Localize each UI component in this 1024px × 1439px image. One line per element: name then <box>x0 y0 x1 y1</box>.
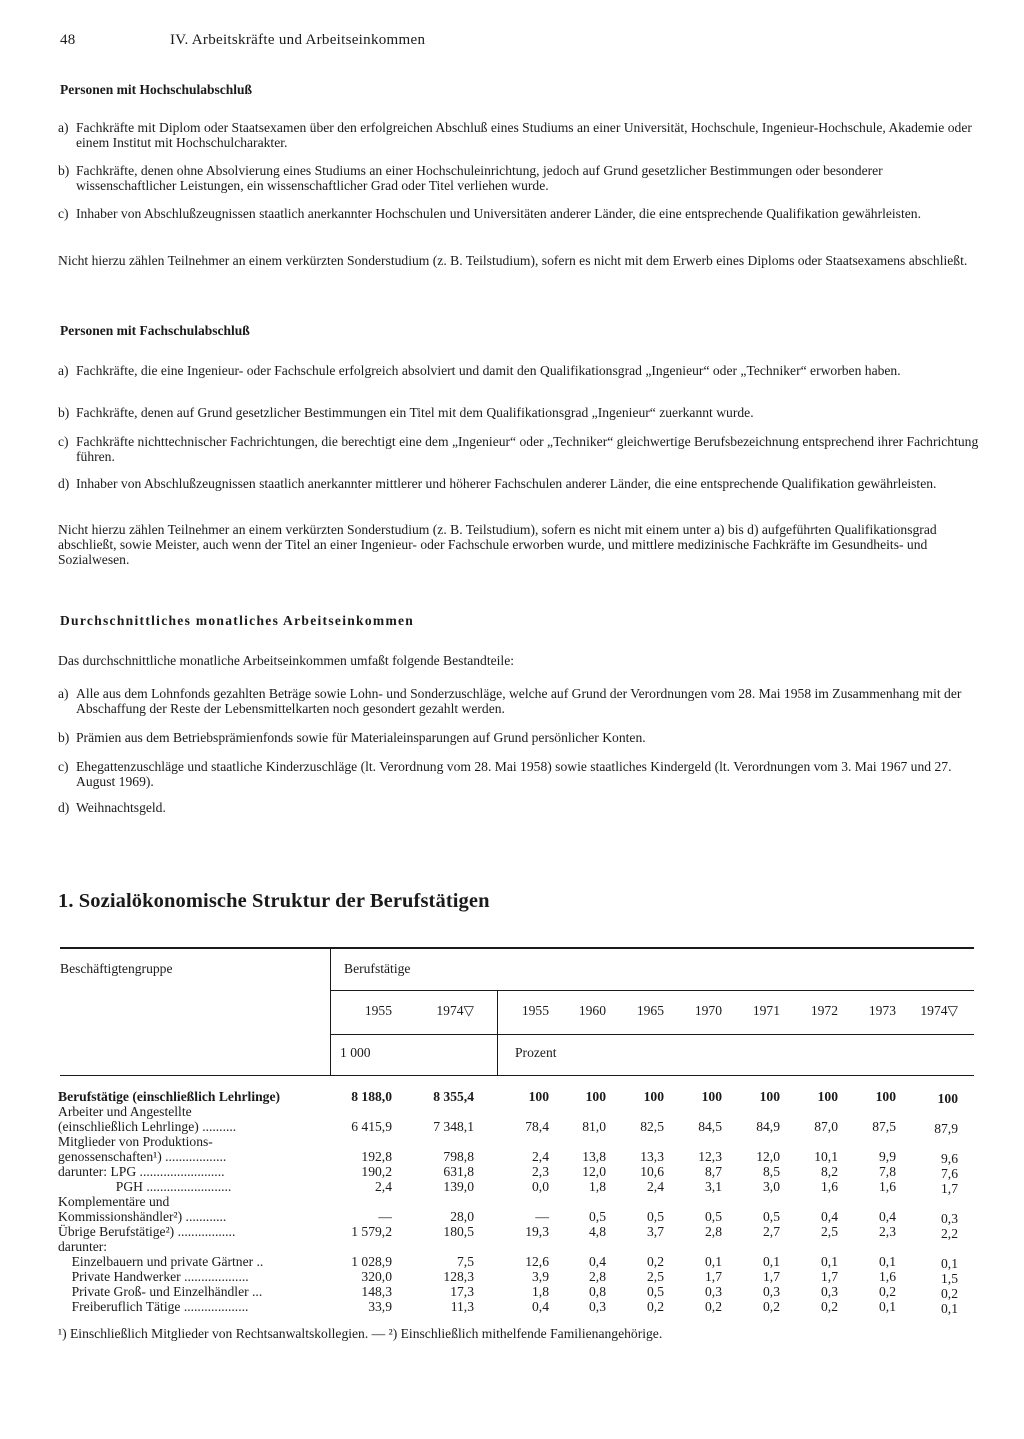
table-cell: 9,9 <box>879 1149 896 1164</box>
item-label: c) <box>58 206 69 221</box>
table-cell: 8 355,4 <box>433 1089 474 1104</box>
item-label: a) <box>58 363 69 378</box>
hochschule-item-c <box>58 206 983 221</box>
item-text: Fachkräfte, die eine Ingenieur- oder Fachschule erfolgreich absolviert und damit den Qualifikationsgrad „Ingenieur“ oder „Techniker“ erworben haben. <box>76 363 901 378</box>
table-cell: 0,8 <box>589 1284 606 1299</box>
item-text: Inhaber von Abschlußzeugnissen staatlich anerkannter mittlerer und höherer Fachschulen anderer Länder, die eine entsprechende Qualifikation gewährleisten. <box>76 476 937 491</box>
einkommen-intro: Das durchschnittliche monatliche Arbeitseinkommen umfaßt folgende Bestandteile: <box>58 653 515 668</box>
table-cell: 0,2 <box>763 1299 780 1314</box>
table-cell: 84,9 <box>756 1119 780 1134</box>
table-cell: 0,4 <box>821 1209 838 1224</box>
item-text: Inhaber von Abschlußzeugnissen staatlich anerkannter Hochschulen und Universitäten anderer Länder, die eine entsprechende Qualifikation gewährleisten. <box>76 206 921 221</box>
table-cell: 0,1 <box>941 1301 958 1316</box>
year-header-cell: 1965 <box>636 1003 664 1018</box>
heading-fachschulabschluss: Personen mit Fachschulabschluß <box>60 323 250 338</box>
table-cell: 0,4 <box>879 1209 896 1224</box>
table-cell: 192,8 <box>361 1149 392 1164</box>
item-text: Ehegattenzuschläge und staatliche Kinderzuschläge (lt. Verordnung vom 28. Mai 1958) sowie staatliches Kindergeld (lt. Verordnungen vom 3. Mai 1967 und 27. August 1969). <box>76 759 952 789</box>
table-cell: 100 <box>817 1089 838 1104</box>
table-cell: 0,2 <box>941 1286 958 1301</box>
table-cell: 2,3 <box>879 1224 896 1239</box>
table-cell: 2,8 <box>589 1269 606 1284</box>
table-cell: 0,3 <box>589 1299 606 1314</box>
table-row-label <box>58 1269 326 1284</box>
fachschule-item-a <box>58 363 983 378</box>
row-label-line: Komplementäre und <box>58 1194 170 1209</box>
table-cell: 180,5 <box>443 1224 474 1239</box>
table-cell: 13,8 <box>582 1149 606 1164</box>
table-cell: 2,8 <box>705 1224 722 1239</box>
table-cell: 12,0 <box>582 1164 606 1179</box>
table-cell: 12,6 <box>525 1254 549 1269</box>
row-label-line: Berufstätige (einschließlich Lehrlinge) <box>58 1089 281 1104</box>
table-cell: 1,8 <box>532 1284 549 1299</box>
table-cell: 17,3 <box>450 1284 474 1299</box>
chapter-title: IV. Arbeitskräfte und Arbeitseinkommen <box>170 32 426 48</box>
hochschule-item-a <box>58 120 983 150</box>
table-cell: 0,2 <box>647 1299 664 1314</box>
row-label-line: (einschließlich Lehrlinge) .......... <box>58 1119 237 1134</box>
row-label-line: darunter: <box>58 1239 108 1254</box>
table-cell: 87,9 <box>934 1121 958 1136</box>
table-cell: 10,1 <box>814 1149 838 1164</box>
table-cell: 320,0 <box>361 1269 392 1284</box>
item-label: b) <box>58 730 70 745</box>
table-row-label <box>58 1134 326 1164</box>
table-cell: 7,5 <box>457 1254 474 1269</box>
item-text: Prämien aus dem Betriebsprämienfonds sowie für Materialeinsparungen auf Grund persönlicher Konten. <box>76 730 646 745</box>
table-cell: 0,5 <box>705 1209 722 1224</box>
table-cell: 190,2 <box>361 1164 392 1179</box>
table-cell: — <box>535 1209 549 1224</box>
item-text: Weihnachtsgeld. <box>76 800 166 815</box>
row-label-line: Einzelbauern und private Gärtner .. <box>58 1254 264 1269</box>
year-header-cell: 1955 <box>364 1003 392 1018</box>
table-cell: 2,4 <box>647 1179 664 1194</box>
table-row-label <box>58 1179 326 1194</box>
table-cell: 1 028,9 <box>351 1254 392 1269</box>
table-cell: 0,0 <box>532 1179 549 1194</box>
year-header-cell: 1970 <box>694 1003 722 1018</box>
table-cell: 100 <box>585 1089 606 1104</box>
table-cell: 128,3 <box>443 1269 474 1284</box>
table-cell: 13,3 <box>640 1149 664 1164</box>
table-cell: 2,7 <box>763 1224 780 1239</box>
table-cell: 0,5 <box>647 1209 664 1224</box>
table-cell: 139,0 <box>443 1179 474 1194</box>
table-row-label <box>58 1089 326 1104</box>
heading-hochschulabschluss: Personen mit Hochschulabschluß <box>60 82 253 97</box>
table-cell: 82,5 <box>640 1119 664 1134</box>
row-label-line: darunter: LPG ......................... <box>58 1164 225 1179</box>
table-cell: 1,7 <box>821 1269 838 1284</box>
table-cell: 148,3 <box>361 1284 392 1299</box>
table-row-label <box>58 1239 326 1254</box>
table-cell: 84,5 <box>698 1119 722 1134</box>
table-cell: 7 348,1 <box>433 1119 474 1134</box>
table-cell: 0,2 <box>879 1284 896 1299</box>
table-row-label <box>58 1224 326 1239</box>
year-header-cell: 1972 <box>810 1003 838 1018</box>
year-header-cell: 1974▽ <box>436 1003 474 1018</box>
table-cell: 0,3 <box>763 1284 780 1299</box>
table-cell: 100 <box>701 1089 722 1104</box>
table-cell: 0,5 <box>763 1209 780 1224</box>
table-cell: 4,8 <box>589 1224 606 1239</box>
fachschule-note: Nicht hierzu zählen Teilnehmer an einem verkürzten Sonderstudium (z. B. Teilstudium), sofern es nicht mit einem unter a) bis d) aufgeführten Qualifikationsgrad abschließt, sowie Meister, auch wenn der Titel an einer Ingenieur- oder Fachschule erworben wurde, und mittlere medizinische Fachkräfte im Gesundheits- und Sozialwesen. <box>58 522 937 567</box>
item-text: Alle aus dem Lohnfonds gezahlten Beträge sowie Lohn- und Sonderzuschläge, welche auf Grund der Verordnungen vom 28. Mai 1958 im Zusammenhang mit der Abschaffung der Reste der Lebensmittelkarten noch gesondert gezahlt werden. <box>76 686 962 716</box>
item-text: Fachkräfte nichttechnischer Fachrichtungen, die berechtigt eine dem „Ingenieur“ oder „Techniker“ gleichwertige Berufsbezeichnung entsprechend ihrer Fachrichtung führen. <box>76 434 979 464</box>
year-header-cell: 1973 <box>868 1003 896 1018</box>
table-cell: 0,1 <box>763 1254 780 1269</box>
table-cell: 2,3 <box>532 1164 549 1179</box>
einkommen-item-a <box>58 686 983 716</box>
table-cell: 1 579,2 <box>351 1224 392 1239</box>
unit-absolute: 1 000 <box>340 1045 371 1060</box>
item-label: b) <box>58 405 70 420</box>
item-text: Fachkräfte, denen auf Grund gesetzlicher Bestimmungen ein Titel mit dem Qualifikationsgrad „Ingenieur“ zuerkannt wurde. <box>76 405 754 420</box>
table-cell: 631,8 <box>443 1164 474 1179</box>
table-cell: 7,6 <box>941 1166 958 1181</box>
table-cell: 2,5 <box>647 1269 664 1284</box>
header-rule-1 <box>330 990 974 991</box>
unit-percent: Prozent <box>515 1045 557 1060</box>
table-cell: 28,0 <box>450 1209 474 1224</box>
table-row-label <box>58 1299 326 1314</box>
table-cell: 19,3 <box>525 1224 549 1239</box>
hochschule-item-b <box>58 163 983 193</box>
hochschule-note: Nicht hierzu zählen Teilnehmer an einem verkürzten Sonderstudium (z. B. Teilstudium), sofern es nicht mit dem Erwerb eines Diploms oder Staatsexamens abschließt. <box>58 253 968 268</box>
item-label: b) <box>58 163 70 178</box>
table-cell: 78,4 <box>525 1119 549 1134</box>
table-cell: 0,2 <box>705 1299 722 1314</box>
table-cell: 2,2 <box>941 1226 958 1241</box>
table-cell: 9,6 <box>941 1151 958 1166</box>
table-cell: 0,3 <box>705 1284 722 1299</box>
table-cell: 12,3 <box>698 1149 722 1164</box>
fachschule-item-d <box>58 476 983 491</box>
table-cell: 6 415,9 <box>351 1119 392 1134</box>
table-cell: 0,1 <box>879 1299 896 1314</box>
table-cell: 0,3 <box>941 1211 958 1226</box>
fachschule-item-b <box>58 405 983 420</box>
row-label-line: Übrige Berufstätige²) ................. <box>58 1224 236 1239</box>
table-top-rule <box>60 947 974 949</box>
table-cell: 1,8 <box>589 1179 606 1194</box>
table-row-label <box>58 1164 326 1179</box>
page-number: 48 <box>60 32 76 48</box>
table-cell: 3,0 <box>763 1179 780 1194</box>
table-cell: 10,6 <box>640 1164 664 1179</box>
item-label: c) <box>58 434 69 449</box>
row-label-line: Freiberuflich Tätige ................... <box>58 1299 249 1314</box>
table-row-label <box>58 1284 326 1299</box>
row-label-line: Private Groß- und Einzelhändler ... <box>58 1284 263 1299</box>
table-row-label <box>58 1254 326 1269</box>
table-cell: 3,1 <box>705 1179 722 1194</box>
table-cell: 1,5 <box>941 1271 958 1286</box>
table-cell: 1,6 <box>879 1179 896 1194</box>
table-footnote: ¹) Einschließlich Mitglieder von Rechtsanwaltskollegien. — ²) Einschließlich mithelfende Familienangehörige. <box>58 1326 663 1341</box>
table-cell: 0,1 <box>705 1254 722 1269</box>
table-row-label <box>58 1194 326 1224</box>
table-cell: 100 <box>643 1089 664 1104</box>
row-label-line: PGH ......................... <box>58 1179 232 1194</box>
table-cell: 0,4 <box>532 1299 549 1314</box>
einkommen-item-d <box>58 800 983 815</box>
table-cell: 100 <box>528 1089 549 1104</box>
row-label-line: Kommissionshändler²) ............ <box>58 1209 227 1224</box>
table-cell: 0,2 <box>647 1254 664 1269</box>
page-header <box>60 32 425 49</box>
item-label: a) <box>58 686 69 701</box>
table-title: 1. Sozialökonomische Struktur der Berufstätigen <box>58 890 490 912</box>
table-cell: 87,5 <box>872 1119 896 1134</box>
item-label: d) <box>58 800 70 815</box>
year-header-cell: 1955 <box>521 1003 549 1018</box>
table-cell: 1,7 <box>763 1269 780 1284</box>
row-label-line: Arbeiter und Angestellte <box>58 1104 192 1119</box>
year-header-cell: 1971 <box>752 1003 780 1018</box>
column-group-label: Beschäftigtengruppe <box>60 961 173 976</box>
table-cell: 0,3 <box>821 1284 838 1299</box>
table-cell: 2,4 <box>532 1149 549 1164</box>
table-cell: 1,7 <box>941 1181 958 1196</box>
year-header-cell: 1960 <box>578 1003 606 1018</box>
table-cell: 100 <box>937 1091 958 1106</box>
einkommen-item-c <box>58 759 983 789</box>
table-cell: 1,6 <box>879 1269 896 1284</box>
einkommen-item-b <box>58 730 983 745</box>
table-cell: 8,7 <box>705 1164 722 1179</box>
header-rule-2 <box>330 1034 974 1035</box>
table-stub-divider <box>330 949 331 1075</box>
table-cell: 12,0 <box>756 1149 780 1164</box>
row-label-line: Mitglieder von Produktions- <box>58 1134 213 1149</box>
table-cell: 0,4 <box>589 1254 606 1269</box>
table-cell: 0,5 <box>589 1209 606 1224</box>
item-label: c) <box>58 759 69 774</box>
item-label: d) <box>58 476 70 491</box>
table-cell: 81,0 <box>582 1119 606 1134</box>
table-cell: 7,8 <box>879 1164 896 1179</box>
table-cell: 3,9 <box>532 1269 549 1284</box>
table-cell: 0,1 <box>821 1254 838 1269</box>
heading-arbeitseinkommen: Durchschnittliches monatliches Arbeitseinkommen <box>60 613 415 628</box>
table-cell: 0,1 <box>879 1254 896 1269</box>
table-cell: 0,2 <box>821 1299 838 1314</box>
item-text: Fachkräfte mit Diplom oder Staatsexamen über den erfolgreichen Abschluß eines Studiums an einer Universität, Hochschule, Ingenieur-Hochschule, Akademie oder einem Institut mit Hochschulcharakter. <box>76 120 972 150</box>
table-cell: 87,0 <box>814 1119 838 1134</box>
table-cell: 100 <box>875 1089 896 1104</box>
table-cell: 798,8 <box>443 1149 474 1164</box>
row-label-line: genossenschaften¹) .................. <box>58 1149 227 1164</box>
table-cell: 3,7 <box>647 1224 664 1239</box>
header-rule-3 <box>60 1075 974 1076</box>
table-cell: 8,5 <box>763 1164 780 1179</box>
table-cell: 2,5 <box>821 1224 838 1239</box>
year-header-cell: 1974▽ <box>920 1003 958 1018</box>
table-cell: 2,4 <box>375 1179 392 1194</box>
fachschule-item-c <box>58 434 983 464</box>
table-cell: 0,5 <box>647 1284 664 1299</box>
table-row-label <box>58 1104 326 1134</box>
item-label: a) <box>58 120 69 135</box>
table-cell: 8 188,0 <box>351 1089 392 1104</box>
table-cell: 1,6 <box>821 1179 838 1194</box>
table-cell: 8,2 <box>821 1164 838 1179</box>
item-text: Fachkräfte, denen ohne Absolvierung eines Studiums an einer Hochschuleinrichtung, jedoch auf Grund gesetzlicher Bestimmungen oder besonderer wissenschaftlicher Leistungen, ein wissenschaftlicher Grad oder Titel verliehen wurde. <box>76 163 883 193</box>
table-cell: 33,9 <box>368 1299 392 1314</box>
table-cell: 100 <box>759 1089 780 1104</box>
table-cell: — <box>378 1209 392 1224</box>
table-cell: 1,7 <box>705 1269 722 1284</box>
table-cell: 0,1 <box>941 1256 958 1271</box>
table-cell: 11,3 <box>450 1299 474 1314</box>
row-label-line: Private Handwerker ................... <box>58 1269 249 1284</box>
berufstaetige-header: Berufstätige <box>344 961 411 976</box>
